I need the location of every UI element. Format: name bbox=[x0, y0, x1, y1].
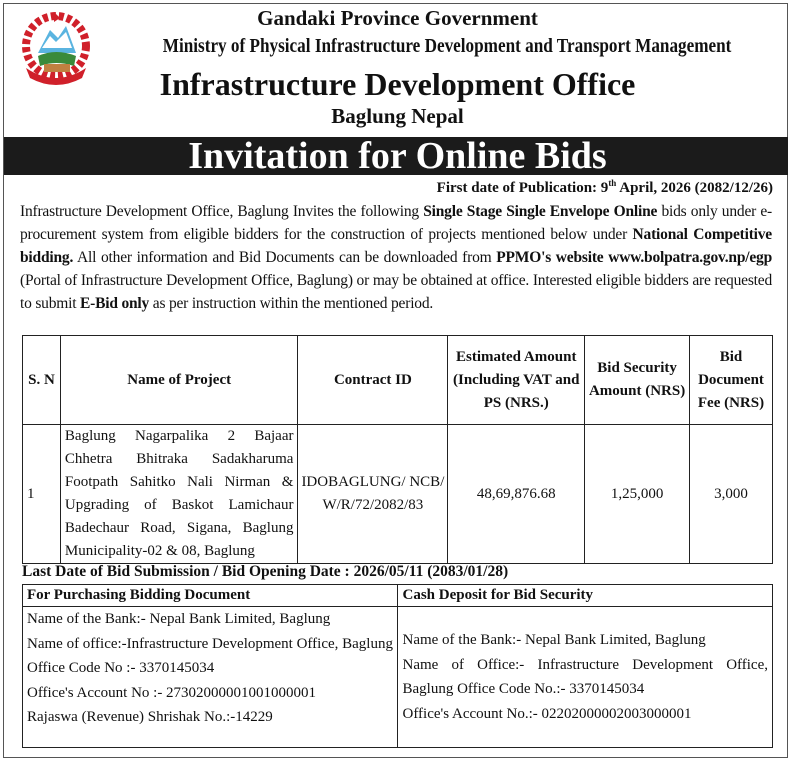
paragraph-text: Infrastructure Development Office, Baglung Invites the following bbox=[20, 203, 424, 220]
cell-project: Baglung Nagarpalika 2 Bajaar Chhetra Bhitraka Sadakharuma Footpath Sahitko Nali Nirman & Upgrading of Baskot Lamichaur Badechaur Road, Sigana, Baglung Municipality-02 & 08, Baglung bbox=[60, 425, 298, 564]
deposit-header: Cash Deposit for Bid Security bbox=[398, 585, 773, 607]
publication-date: First date of Publication: 9th April, 2026 (2082/12/26) bbox=[436, 178, 773, 196]
last-date: Last Date of Bid Submission / Bid Opening Date : 2026/05/11 (2083/01/28) bbox=[22, 563, 509, 580]
cell-document-fee: 3,000 bbox=[690, 425, 773, 564]
purchase-header: For Purchasing Bidding Document bbox=[23, 585, 398, 607]
bid-table bbox=[22, 335, 773, 564]
cell-estimated-amount: 48,69,876.68 bbox=[448, 425, 585, 564]
header-bid-security: Bid Security Amount (NRS) bbox=[585, 336, 690, 425]
cell-sn: 1 bbox=[23, 425, 61, 564]
cell-bid-security: 1,25,000 bbox=[585, 425, 690, 564]
emphasis-text: E-Bid only bbox=[80, 295, 150, 312]
header-estimated-amount: Estimated Amount (Including VAT and PS (NRS.) bbox=[448, 336, 585, 425]
province-name: Gandaki Province Government bbox=[257, 6, 538, 30]
header-contract-id: Contract ID bbox=[298, 336, 448, 425]
table-row bbox=[23, 425, 773, 564]
paragraph-text: (Portal of Infrastructure Development Office, Baglung) or may be obtained at office. Interested eligible bidders are requested to submit bbox=[20, 272, 772, 312]
notice-title: Invitation for Online Bids bbox=[188, 135, 607, 177]
paragraph-text: All other information and Bid Documents can be downloaded from bbox=[73, 249, 497, 266]
deposit-details: Name of the Bank:- Nepal Bank Limited, Baglung Name of Office:- Infrastructure Development Office, Baglung Office Code No.:- 3370145034 Office's Account No.:- 02202000002003000001 bbox=[398, 607, 773, 748]
table-header-row bbox=[23, 336, 773, 425]
header-sn: S. N bbox=[23, 336, 61, 425]
header-project: Name of Project bbox=[60, 336, 298, 425]
header-document-fee: Bid Document Fee (NRS) bbox=[690, 336, 773, 425]
emphasis-text: Single Stage Single Envelope Online bbox=[423, 203, 658, 220]
ministry-name: Ministry of Physical Infrastructure Development and Transport Management bbox=[163, 36, 732, 57]
purchase-details: Name of the Bank:- Nepal Bank Limited, Baglung Name of office:-Infrastructure Development Office, Baglung Office Code No :- 3370145034 Office's Account No :- 27302000001001000001 Rajaswa (Revenue) Shrishak No.:-14229 bbox=[23, 607, 398, 748]
paragraph-text: bids only under e- procurement system from eligible bidders for the construction of projects mentioned below under bbox=[20, 203, 772, 243]
notice-paragraph bbox=[20, 200, 772, 315]
office-location: Baglung Nepal bbox=[331, 104, 464, 128]
cell-contract-id: IDOBAGLUNG/ NCB/ W/R/72/2082/83 bbox=[298, 425, 448, 564]
office-name: Infrastructure Development Office bbox=[159, 66, 636, 102]
paragraph-text: as per instruction within the mentioned period. bbox=[149, 295, 434, 312]
payment-table bbox=[22, 584, 773, 748]
emphasis-text: PPMO's website www.bolpatra.gov.np/egp bbox=[496, 249, 772, 266]
emphasis-text: National Competitive bidding. bbox=[20, 226, 772, 266]
